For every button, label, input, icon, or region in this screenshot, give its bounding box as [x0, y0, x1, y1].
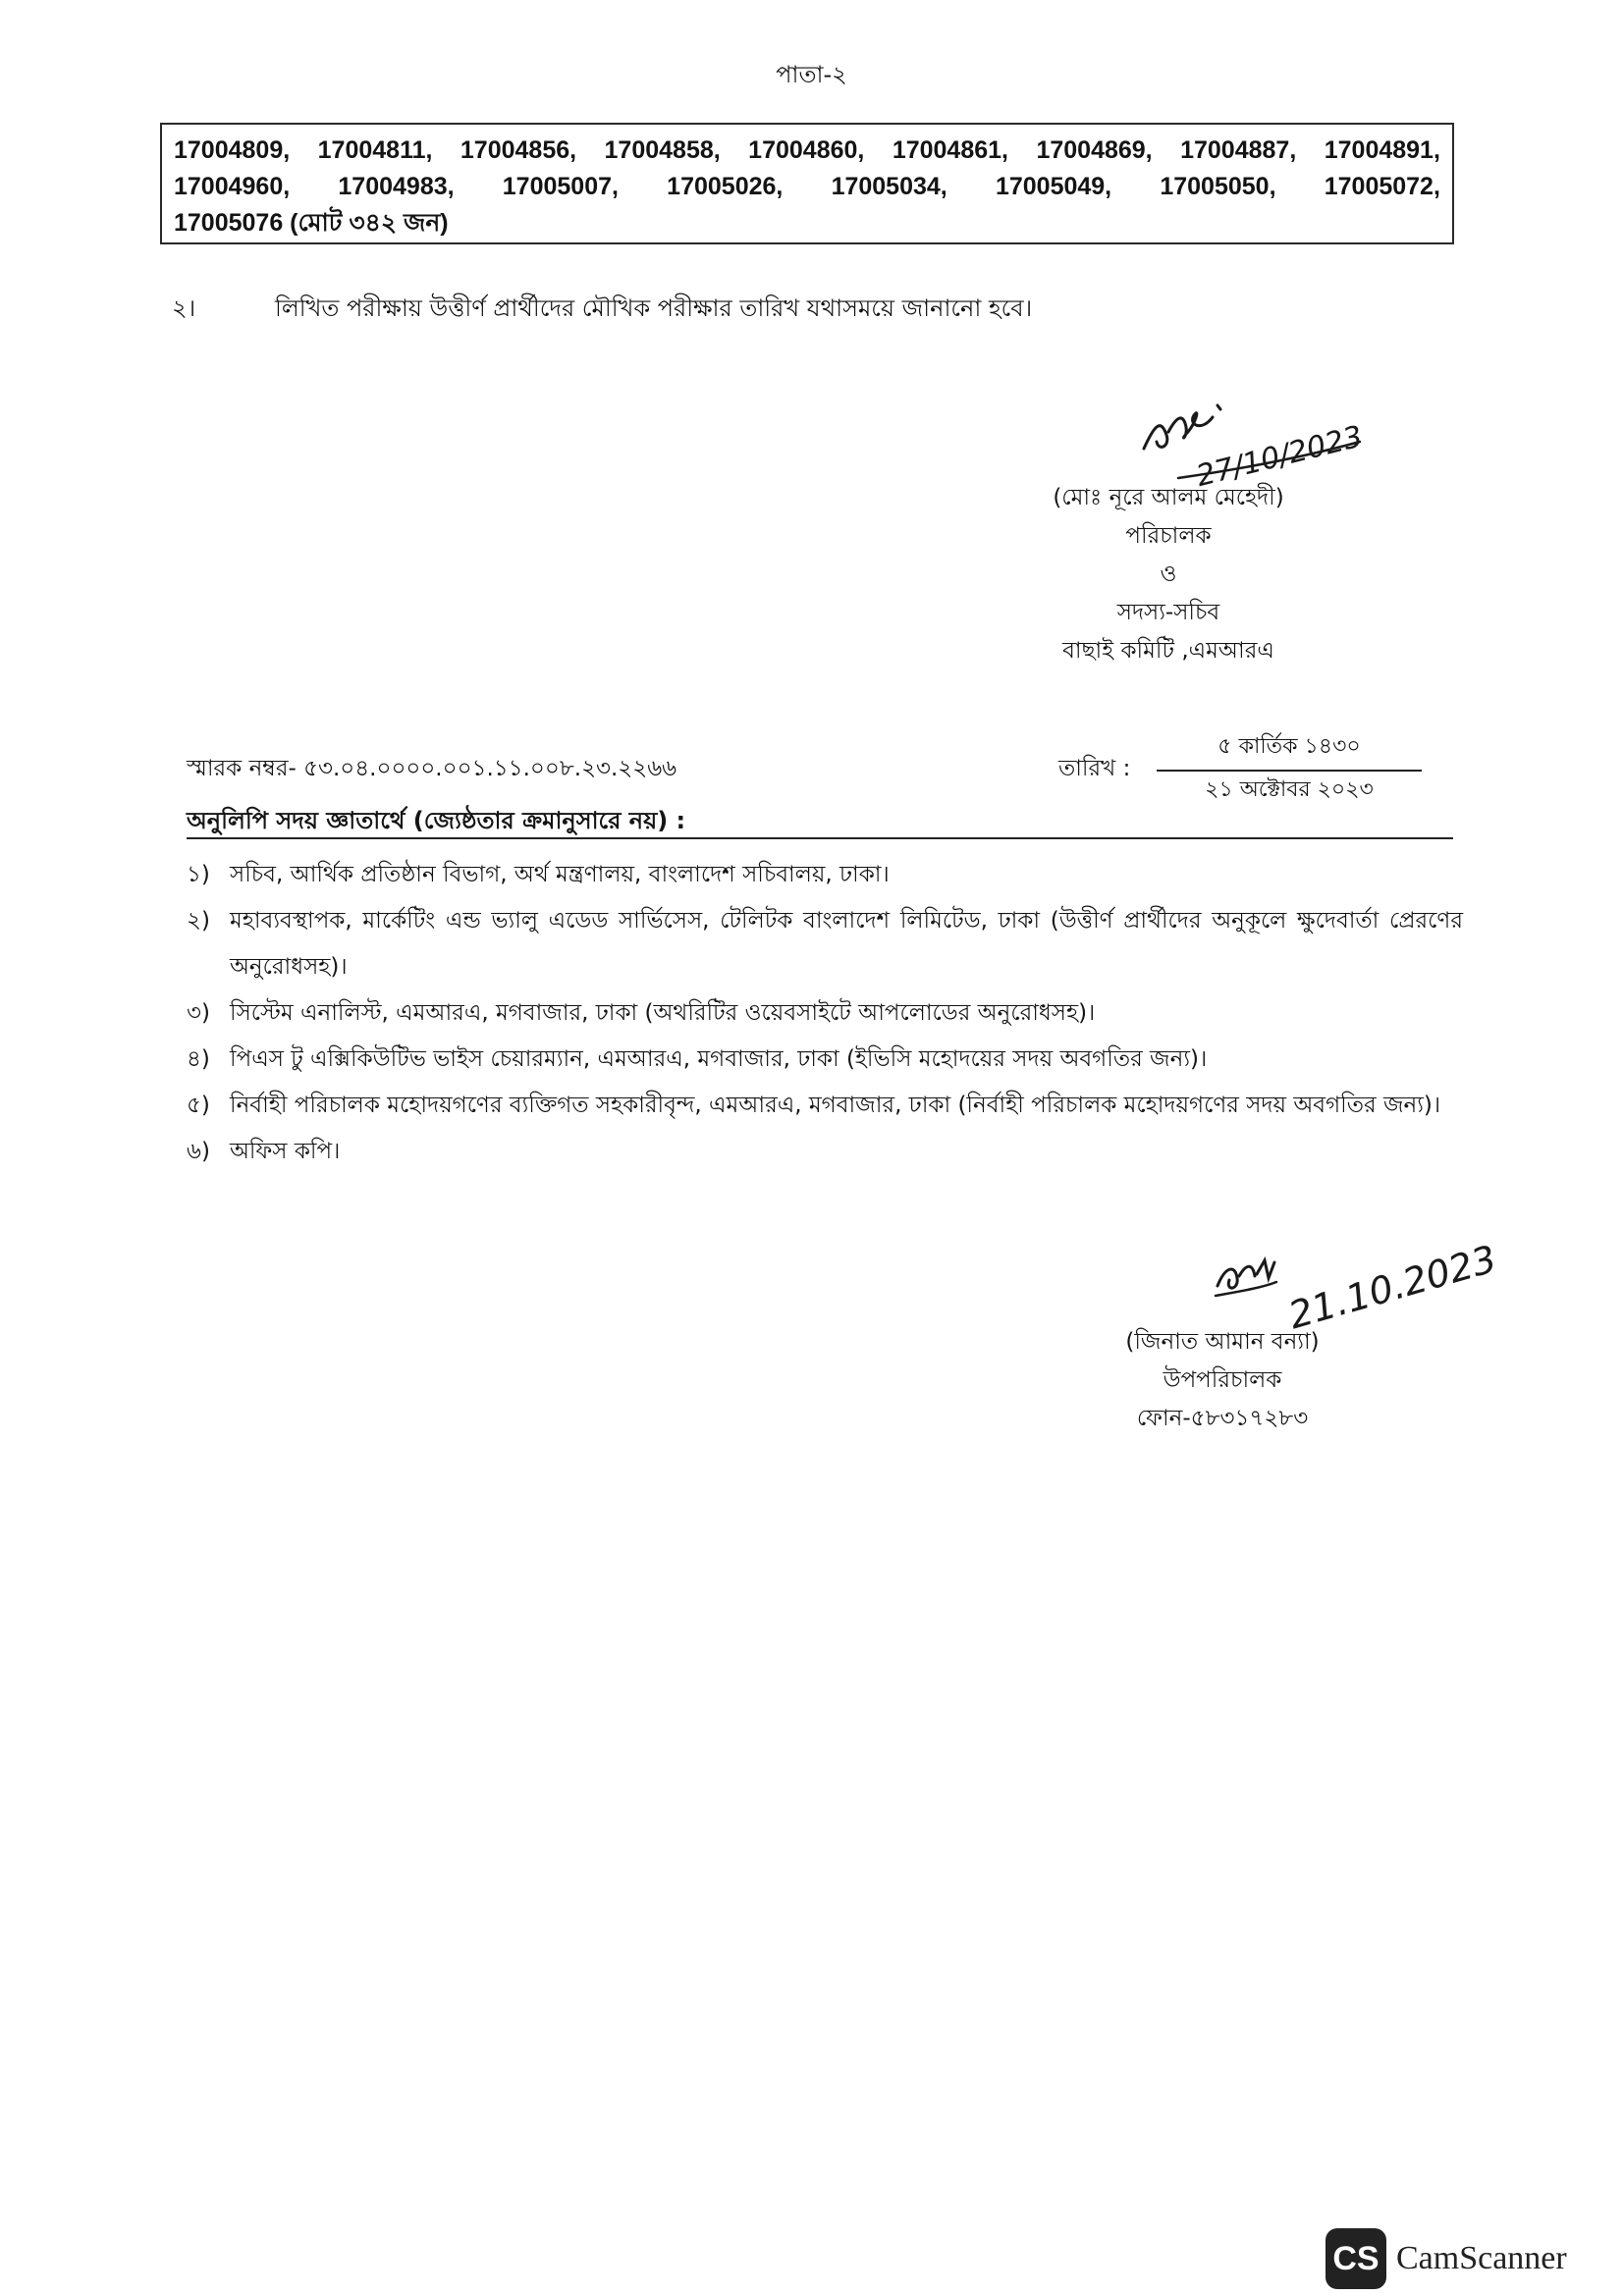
cc-item-text: নির্বাহী পরিচালক মহোদয়গণের ব্যক্তিগত সহকারীবৃন্দ, এমআরএ, মগবাজার, ঢাকা (নির্বাহী পরিচালক মহোদয়গণের সদয় অবগতির জন্য)। — [230, 1093, 1441, 1118]
cc-list-item — [187, 1083, 1463, 1129]
signatory-1-name: (মোঃ নূরে আলম মেহেদী) — [1053, 485, 1284, 510]
camscanner-watermark — [1325, 2228, 1567, 2289]
roll-number: 17004983, — [338, 173, 455, 200]
roll-number: 17004891, — [1324, 136, 1440, 164]
cc-item-number: ২) — [187, 908, 210, 934]
cc-title: অনুলিপি সদয় জ্ঞাতার্থে (জ্যেষ্ঠতার ক্রমানুসারে নয়) : — [187, 807, 686, 834]
roll-number: 17004869, — [1036, 136, 1153, 164]
roll-number-line-2 — [174, 169, 1440, 205]
cc-item-number: ১) — [187, 862, 210, 887]
signatory-1-designation: পরিচালক — [1125, 523, 1212, 549]
roll-number: 17004960, — [174, 173, 291, 200]
signature-2-image — [1208, 1217, 1501, 1338]
cc-list-item — [187, 1129, 1463, 1175]
roll-number: 17004856, — [460, 136, 577, 164]
signatory-2-phone: ফোন-৫৮৩১৭২৮৩ — [1136, 1406, 1309, 1431]
signatory-1-conjunction: ও — [1160, 561, 1177, 587]
date-label: তারিখ : — [1058, 756, 1131, 781]
roll-number: 17004811, — [317, 136, 433, 164]
camscanner-name: CamScanner — [1396, 2240, 1567, 2276]
roll-number: 17004809, — [174, 136, 291, 164]
roll-number-line-1 — [174, 133, 1440, 169]
date-gregorian: ২১ অক্টোবর ২০২৩ — [1205, 777, 1374, 802]
signatory-2-name: (জিনাত আমান বন্যা) — [1125, 1329, 1320, 1355]
roll-number: 17004858, — [604, 136, 721, 164]
cc-divider — [187, 837, 1453, 839]
signature-2-date: 21.10.2023 — [1283, 1237, 1501, 1338]
cc-item-number: ৫) — [187, 1093, 210, 1118]
roll-number: 17004861, — [892, 136, 1008, 164]
signatory-1-block — [1021, 479, 1316, 670]
signatory-1-role: সদস্য-সচিব — [1116, 600, 1220, 625]
roll-number-total-line: 17005076 (মোট ৩৪২ জন) — [174, 209, 449, 237]
roll-number: 17004860, — [748, 136, 865, 164]
cc-item-text: মহাব্যবস্থাপক, মার্কেটিং এন্ড ভ্যালু এডেড সার্ভিসেস, টেলিটক বাংলাদেশ লিমিটেড, ঢাকা (উত্তীর্ণ প্রার্থীদের অনুকূলে ক্ষুদেবার্তা প্রেরণের অনুরোধসহ)। — [230, 908, 1463, 980]
paragraph-2 — [172, 291, 1032, 330]
cc-list-item — [187, 1037, 1463, 1083]
signatory-2-designation: উপপরিচালক — [1163, 1367, 1282, 1393]
roll-number: 17005050, — [1160, 173, 1276, 200]
cc-item-text: অফিস কপি। — [230, 1139, 341, 1164]
cc-list — [187, 852, 1463, 1175]
paragraph-number: ২। — [172, 294, 196, 322]
signature-1-image — [1129, 388, 1367, 495]
roll-number: 17005026, — [667, 173, 784, 200]
roll-number: 17005007, — [502, 173, 619, 200]
cc-list-item — [187, 852, 1463, 898]
date-bangla: ৫ কার্তিক ১৪৩০ — [1157, 729, 1422, 772]
roll-number: 17005072, — [1324, 173, 1440, 200]
roll-number: 17005034, — [831, 173, 947, 200]
camscanner-logo: CS — [1325, 2228, 1386, 2289]
cc-list-item — [187, 898, 1463, 990]
cc-item-number: ৩) — [187, 1000, 210, 1026]
cc-item-number: ৪) — [187, 1046, 210, 1072]
paragraph-text: লিখিত পরীক্ষায় উত্তীর্ণ প্রার্থীদের মৌখিক পরীক্ষার তারিখ যথাসময়ে জানানো হবে। — [275, 294, 1033, 322]
signatory-2-block — [1109, 1323, 1335, 1438]
page-number: পাতা-২ — [776, 61, 847, 88]
cc-item-text: সচিব, আর্থিক প্রতিষ্ঠান বিভাগ, অর্থ মন্ত্রণালয়, বাংলাদেশ সচিবালয়, ঢাকা। — [230, 862, 890, 887]
cc-item-text: পিএস টু এক্সিকিউটিভ ভাইস চেয়ারম্যান, এমআরএ, মগবাজার, ঢাকা (ইভিসি মহোদয়ের সদয় অবগতির জন্য)। — [230, 1046, 1208, 1072]
roll-number: 17005049, — [995, 173, 1112, 200]
memo-number: স্মারক নম্বর- ৫৩.০৪.০০০০.০০১.১১.০০৮.২৩.২২৬৬ — [187, 756, 677, 781]
signature-1-date: 27/10/2023 — [1192, 419, 1367, 495]
cc-list-item — [187, 990, 1463, 1037]
roll-number: 17004887, — [1180, 136, 1297, 164]
cc-item-number: ৬) — [187, 1139, 210, 1164]
signatory-1-committee: বাছাই কমিটি ,এমআরএ — [1062, 638, 1274, 664]
roll-number-box — [160, 123, 1454, 244]
cc-item-text: সিস্টেম এনালিস্ট, এমআরএ, মগবাজার, ঢাকা (অথরিটির ওয়েবসাইটে আপলোডের অনুরোধসহ)। — [230, 1000, 1096, 1026]
